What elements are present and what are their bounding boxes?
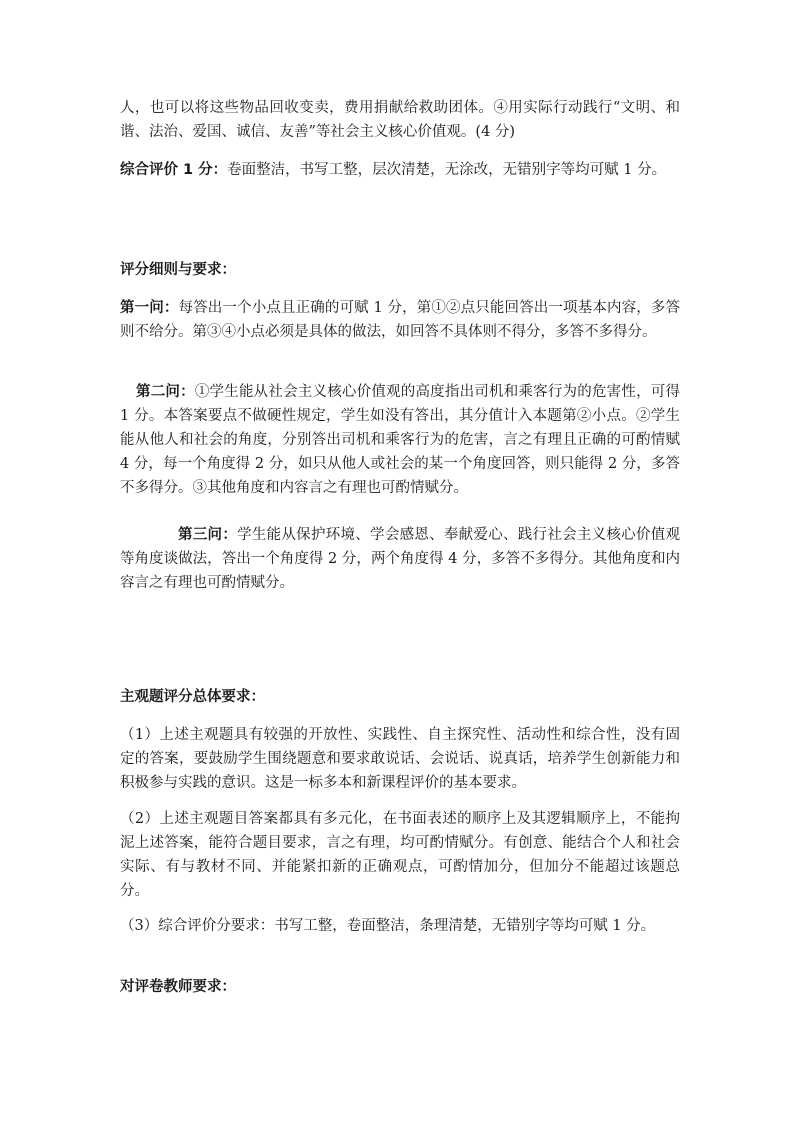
overall-evaluation-paragraph — [120, 158, 680, 182]
subjective-requirements-heading: 主观题评分总体要求： — [120, 689, 265, 705]
requirement-one-text: （1）上述主观题具有较强的开放性、实践性、自主探究性、活动性和综合性，没有固定的答案，要鼓励学生围绕题意和要求敢说话、会说话、说真话，培养学生创新能力和积极参与实践的意识。这是一标多本和新课程评价的基本要求。 — [120, 727, 680, 791]
question-two-paragraph — [120, 380, 680, 500]
question-three-label: 第三问： — [178, 527, 238, 543]
requirement-three-text: （3）综合评价分要求：书写工整，卷面整洁，条理清楚，无错别字等均可赋 1 分。 — [120, 918, 656, 934]
overall-evaluation-text: 卷面整洁，书写工整，层次清楚，无涂改，无错别字等均可赋 1 分。 — [227, 162, 667, 178]
scoring-rules-heading: 评分细则与要求： — [120, 262, 236, 278]
question-one-paragraph — [120, 296, 680, 344]
question-three-text: 学生能从保护环境、学会感恩、奉献爱心、践行社会主义核心价值观等角度谈做法，答出一个角度得 2 分，两个角度得 4 分，多答不多得分。其他角度和内容言之有理也可酌情赋分。 — [120, 527, 681, 591]
question-two-label: 第二问： — [136, 384, 195, 400]
question-three-paragraph — [120, 523, 680, 595]
answer-continuation-text: 人，也可以将这些物品回收变卖，费用捐献给救助团体。④用实际行动践行“文明、和谐、法治、爱国、诚信、友善”等社会主义核心价值观。(4 分) — [120, 100, 680, 140]
question-two-text: ①学生能从社会主义核心价值观的高度指出司机和乘客行为的危害性，可得 1 分。本答案要点不做硬性规定，学生如没有答出，其分值计入本题第②小点。②学生能从他人和社会的角度，分别答出司机和乘客行为的危害，言之有理且正确的可酌情赋 4 分，每一个角度得 2 分，如只从他人或社会的某一个角度回答，则只能得 2 分，多答不多得分。③其他角度和内容言之有理也可酌情赋分。 — [120, 384, 681, 496]
question-one-label: 第一问： — [120, 300, 179, 316]
grader-requirements-heading: 对评卷教师要求： — [120, 979, 236, 995]
requirement-two-paragraph — [120, 807, 680, 903]
question-one-text: 每答出一个小点且正确的可赋 1 分，第①②点只能回答出一项基本内容，多答则不给分。第③④小点必须是具体的做法，如回答不具体则不得分，多答不多得分。 — [120, 300, 680, 340]
requirement-two-text: （2）上述主观题目答案都具有多元化，在书面表述的顺序上及其逻辑顺序上，不能拘泥上述答案，能符合题目要求，言之有理，均可酌情赋分。有创意、能结合个人和社会实际、有与教材不同、并能紧扣新的正确观点，可酌情加分，但加分不能超过该题总分。 — [120, 811, 680, 899]
requirement-three-paragraph — [120, 914, 680, 938]
overall-evaluation-label: 综合评价 1 分： — [120, 162, 228, 178]
answer-continuation-paragraph — [120, 96, 680, 144]
requirement-one-paragraph — [120, 723, 680, 795]
